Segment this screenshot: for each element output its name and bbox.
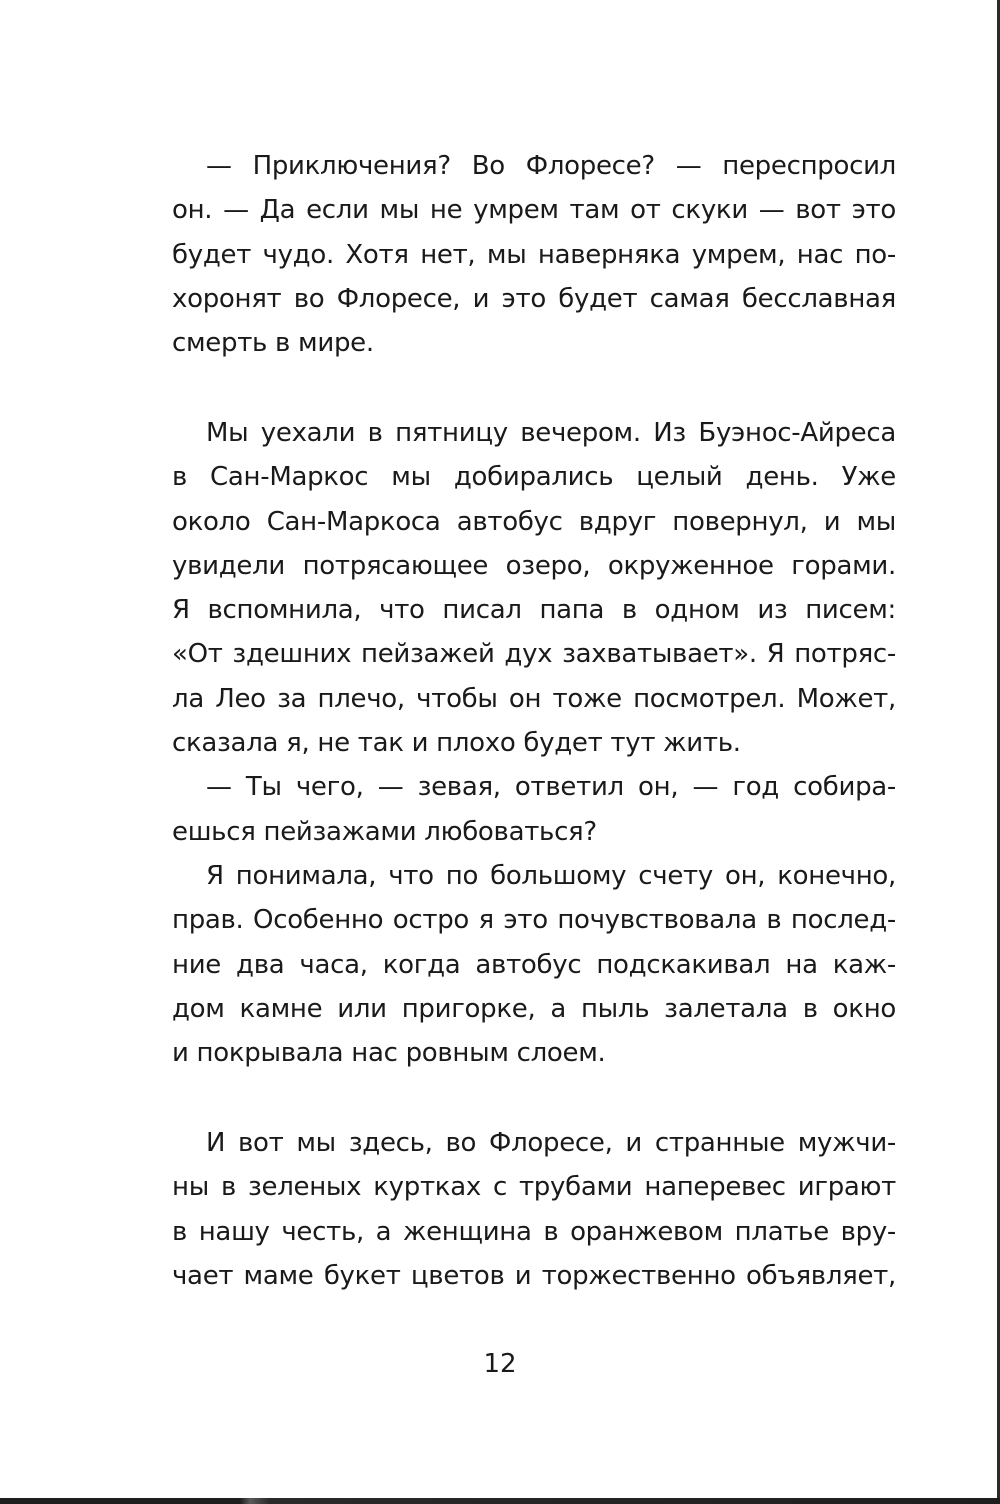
text-line: дом камне или пригорке, а пыль залетала в окно [172,993,896,1024]
text-section-arrival [172,1121,896,1298]
paragraph [172,854,896,1075]
text-line: «От здешних пейзажей дух захватывает». Я потряс- [172,639,896,670]
text-line: ешься пейзажами любоваться? [172,816,597,847]
text-line: смерть в мире. [172,328,374,359]
text-line: чает маме букет цветов и торжественно объявляет, [172,1260,896,1291]
text-line: хоронят во Флоресе, и это будет самая бесславная [172,283,896,314]
text-section-journey [172,411,896,1075]
paragraph [172,144,896,365]
paragraph [172,411,896,765]
page-edge-bottom [0,1498,1000,1504]
text-line: — Ты чего, — зевая, ответил он, — год собира- [206,772,896,803]
text-line: он. — Да если мы не умрем там от скуки — вот это [172,195,896,226]
text-line: — Приключения? Во Флоресе? — переспросил [206,151,896,181]
text-line: сказала я, не так и плохо будет тут жить. [172,728,741,759]
text-line: Я вспомнила, что писал папа в одном из писем: [172,595,896,626]
text-line: прав. Особенно остро я это почувствовала в послед- [172,905,896,936]
text-line: ние два часа, когда автобус подскакивал на каж- [172,949,896,980]
page-number: 12 [483,1349,517,1379]
text-line: и покрывала нас ровным слоем. [172,1038,606,1069]
text-line: Я понимала, что по большому счету он, конечно, [206,860,896,891]
text-line: в нашу честь, а женщина в оранжевом платье вру- [172,1216,896,1247]
text-line: ны в зеленых куртках с трубами наперевес играют [172,1172,896,1203]
text-section-dialogue [172,144,896,365]
text-line: увидели потрясающее озеро, окруженное горами. [172,550,896,581]
paragraph [172,1121,896,1298]
text-line: И вот мы здесь, во Флоресе, и странные мужчи- [206,1128,896,1158]
paragraph [172,765,896,854]
text-line: около Сан-Маркоса автобус вдруг повернул, и мы [172,506,896,537]
text-line: Мы уехали в пятницу вечером. Из Буэнос-Айреса [206,418,896,448]
text-line: будет чудо. Хотя нет, мы наверняка умрем, нас по- [172,239,896,270]
text-line: ла Лео за плечо, чтобы он тоже посмотрел. Может, [172,683,896,714]
text-line: в Сан-Маркос мы добирались целый день. Уже [172,462,896,493]
